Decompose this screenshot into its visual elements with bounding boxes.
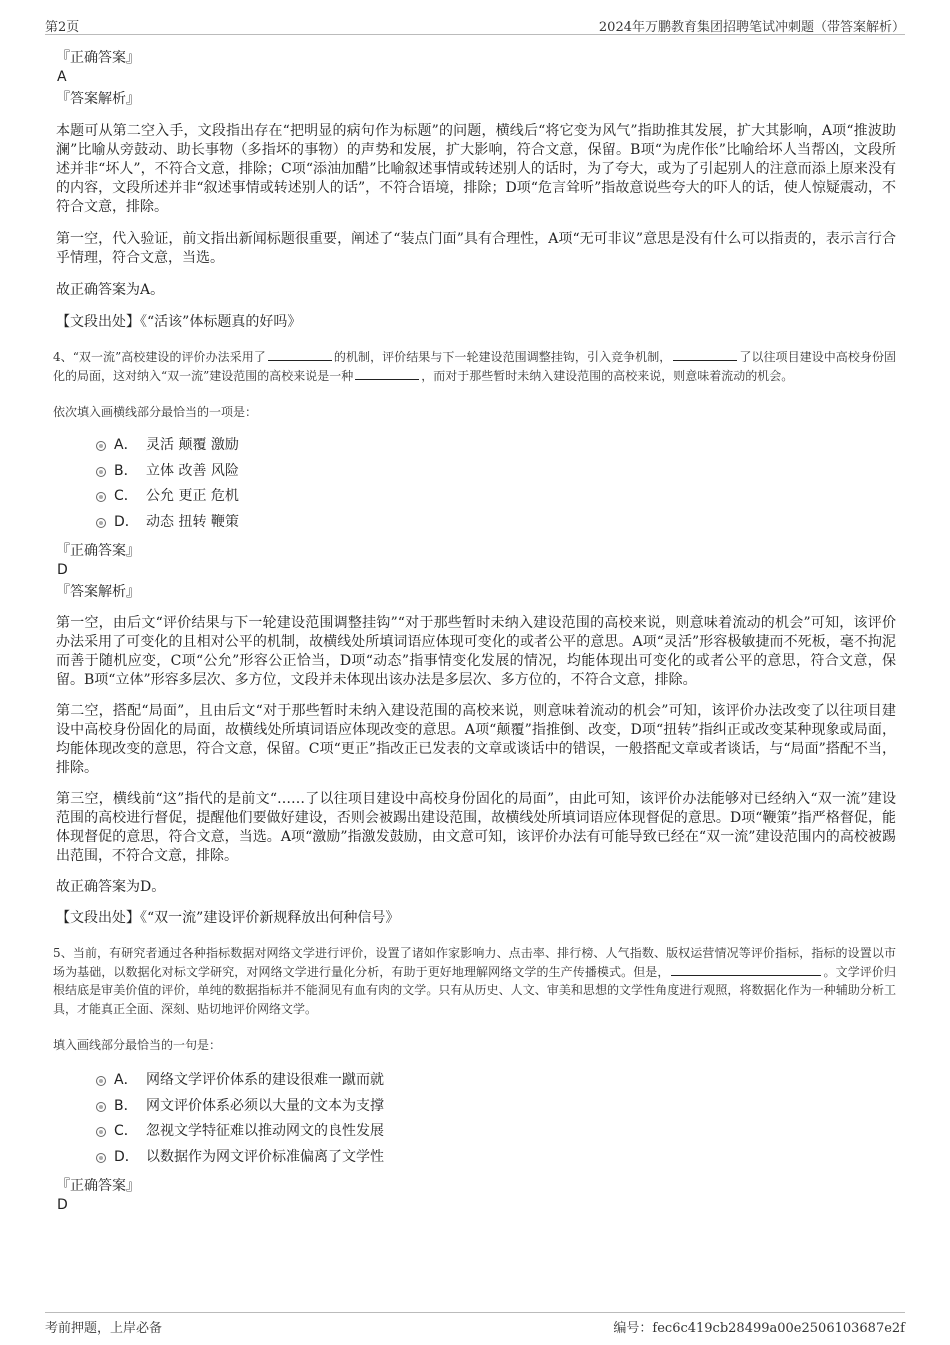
question-text: 5、当前，有研究者通过各种指标数据对网络文学进行评价，设置了诸如作家影响力、点击率、排行榜、人气指数、版权运营情况等评价指标，指标的设置以市场为基础，以数据化对标文学研究，对网络文学进行量化分析，有助于更好地理解网络文学的生产传播模式。但是， 。文学评价归根结底是审美价值的评价，单纯的数据指标并不能洞见有血有肉的文学。只有从历史、人文、审美和思想的文学性角度进行观照，将数据化作为一种辅助分析工具，才能真正全面、深刻、贴切地评价网络文学。: [53, 946, 896, 1016]
option-b[interactable]: B． 网文评价体系必须以大量的文本为支撑: [56, 1094, 896, 1120]
question-4: [53, 348, 896, 928]
analysis-paragraph: 本题可从第二空入手，文段指出存在“把明显的病句作为标题”的问题，横线后“将它变为风气”指助推其发展，扩大其影响，A项“推波助澜”比喻从旁鼓动、助长事物（多指坏的事物）的声势和发展，扩大影响，符合文意，保留。B项“为虎作伥”比喻给坏人当帮凶，文段所述并非“坏人”，不符合文意，排除；C项“添油加醋”比喻叙述事情或转述别人的话时，为了夸大，或为了引起别人的注意而添上原来没有的内容，文段所述并非“叙述事情或转述别人的话”，不符合语境，排除；D项“危言耸听”指故意说些夸大的吓人的话，使人惊疑震动，不符合文意，排除。: [56, 123, 896, 215]
option-list: [56, 1068, 896, 1170]
source-citation: 【文段出处】《“双一流”建设评价新规释放出何种信号》: [56, 910, 400, 926]
question-instruction: 填入画线部分最恰当的一句是：: [53, 1038, 222, 1052]
blank-line: [268, 348, 332, 361]
option-d[interactable]: D． 以数据作为网文评价标准偏离了文学性: [56, 1145, 896, 1171]
question-instruction: 依次填入画横线部分最恰当的一项是：: [53, 405, 258, 419]
analysis-paragraph: 第三空，横线前“这”指代的是前文“……了以往项目建设中高校身份固化的局面”，由此可知，该评价办法能够对已经纳入“双一流”建设范围的高校进行督促，提醒他们要做好建设，否则会被踢出建设范围，故横线处所填词语应体现督促的意思。D项“鞭策”指严格督促，能体现督促的意思，符合文意，当选。A项“激励”指激发鼓励，由文意可知，该评价办法有可能导致已经在“双一流”建设范围内的高校被踢出范围，不符合文意，排除。: [56, 791, 896, 864]
page-header: [45, 12, 905, 35]
page-content: [53, 48, 896, 1215]
option-c[interactable]: C． 公允 更正 危机: [56, 484, 896, 510]
radio-icon[interactable]: [96, 492, 106, 502]
radio-icon[interactable]: [96, 1127, 106, 1137]
correct-answer: D: [57, 1197, 68, 1213]
option-c[interactable]: C． 忽视文学特征难以推动网文的良性发展: [56, 1119, 896, 1145]
radio-icon[interactable]: [96, 467, 106, 477]
page-footer: [45, 1312, 905, 1335]
analysis-label: 『答案解析』: [56, 91, 140, 107]
question-5: [53, 944, 896, 1215]
option-d[interactable]: D． 动态 扭转 鞭策: [56, 510, 896, 536]
blank-line: [355, 367, 419, 380]
radio-icon[interactable]: [96, 1102, 106, 1112]
option-list: [56, 433, 896, 535]
option-a[interactable]: A． 灵活 颠覆 激励: [56, 433, 896, 459]
blank-line: [673, 348, 737, 361]
radio-icon[interactable]: [96, 441, 106, 451]
analysis-conclusion: 故正确答案为A。: [56, 282, 165, 298]
page-number: 第2页: [45, 20, 80, 35]
analysis-conclusion: 故正确答案为D。: [56, 879, 166, 895]
question-text: 4、“双一流”高校建设的评价办法采用了 的机制，评价结果与下一轮建设范围调整挂钩，引入竞争机制， 了以往项目建设中高校身份固化的局面，这对纳入“双一流”建设范围的高校来说是一种 ，而对于那些暂时未纳入建设范围的高校来说，则意味着流动的机会。: [53, 350, 896, 383]
correct-answer: D: [57, 562, 68, 578]
document-code: 编号：fec6c419cb28499a00e2506103687e2f: [613, 1321, 905, 1336]
document-title: 2024年万鹏教育集团招聘笔试冲刺题（带答案解析）: [598, 20, 905, 35]
footer-slogan: 考前押题，上岸必备: [45, 1321, 163, 1336]
correct-answer-label: 『正确答案』: [56, 1178, 140, 1194]
radio-icon[interactable]: [96, 1076, 106, 1086]
correct-answer-label: 『正确答案』: [56, 50, 140, 66]
source-citation: 【文段出处】《“活该”体标题真的好吗》: [56, 314, 302, 330]
question-3-answer: [56, 48, 896, 332]
correct-answer-label: 『正确答案』: [56, 543, 140, 559]
blank-line: [671, 963, 821, 976]
analysis-paragraph: 第一空，代入验证，前文指出新闻标题很重要，阐述了“装点门面”具有合理性，A项“无可非议”意思是没有什么可以指责的，表示言行合乎情理，符合文意，当选。: [56, 231, 896, 266]
analysis-paragraph: 第二空，搭配“局面”，且由后文“对于那些暂时未纳入建设范围的高校来说，则意味着流动的机会”可知，该评价办法改变了以往项目建设中高校身份固化的局面，故横线处所填词语应体现改变的意思。A项“颠覆”指推倒、改变，D项“扭转”指纠正或改变某种现象或局面，均能体现改变的意思，符合文意，保留。C项“更正”指改正已发表的文章或谈话中的错误，一般搭配文章或者谈话，与“局面”搭配不当，排除。: [56, 703, 896, 776]
option-a[interactable]: A． 网络文学评价体系的建设很难一蹴而就: [56, 1068, 896, 1094]
correct-answer: A: [57, 69, 67, 85]
radio-icon[interactable]: [96, 518, 106, 528]
radio-icon[interactable]: [96, 1153, 106, 1163]
analysis-paragraph: 第一空，由后文“评价结果与下一轮建设范围调整挂钩”“对于那些暂时未纳入建设范围的高校来说，则意味着流动的机会”可知，该评价办法采用了可变化的且相对公平的机制，故横线处所填词语应体现可变化的或者公平的意思。A项“灵活”形容极敏捷而不死板，毫不拘泥而善于随机应变，C项“公允”形容公正恰当，D项“动态”指事情变化发展的情况，均能体现出可变化的或者公平的意思，符合文意，保留。B项“立体”形容多层次、多方位，文段并未体现出该办法是多层次、多方位的，不符合文意，排除。: [56, 615, 896, 688]
option-b[interactable]: B． 立体 改善 风险: [56, 459, 896, 485]
analysis-label: 『答案解析』: [56, 584, 140, 600]
